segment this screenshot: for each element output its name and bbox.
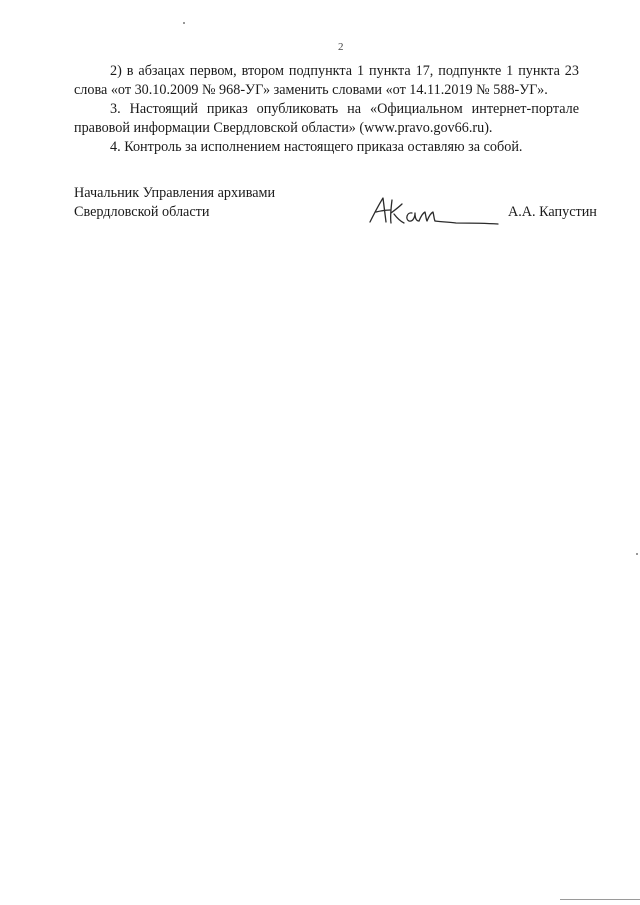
signature-block [74, 184, 604, 234]
signatory-name: А.А. Капустин [508, 204, 597, 220]
paragraph-amendment: 2) в абзацах первом, втором подпункта 1 пункта 17, подпункте 1 пункта 23 слова «от 30.10.2009 № 968-УГ» заменить словами «от 14.11.2019 № 588-УГ». [74, 63, 579, 98]
document-body [74, 62, 579, 157]
page-number: 2 [338, 41, 344, 53]
signatory-title-line-2: Свердловской области [74, 204, 210, 220]
signatory-title [74, 184, 275, 222]
handwritten-signature-icon [364, 192, 504, 232]
signatory-title-line-1: Начальник Управления архивами [74, 185, 276, 201]
paragraph-publication: 3. Настоящий приказ опубликовать на «Официальном интернет-портале правовой информации Свердловской области» (www.pravo.gov66.ru). [74, 101, 579, 136]
scan-speck [636, 553, 638, 555]
paragraph-control: 4. Контроль за исполнением настоящего приказа оставляю за собой. [110, 139, 523, 155]
scan-speck [183, 22, 185, 24]
scan-edge-line [560, 899, 640, 900]
